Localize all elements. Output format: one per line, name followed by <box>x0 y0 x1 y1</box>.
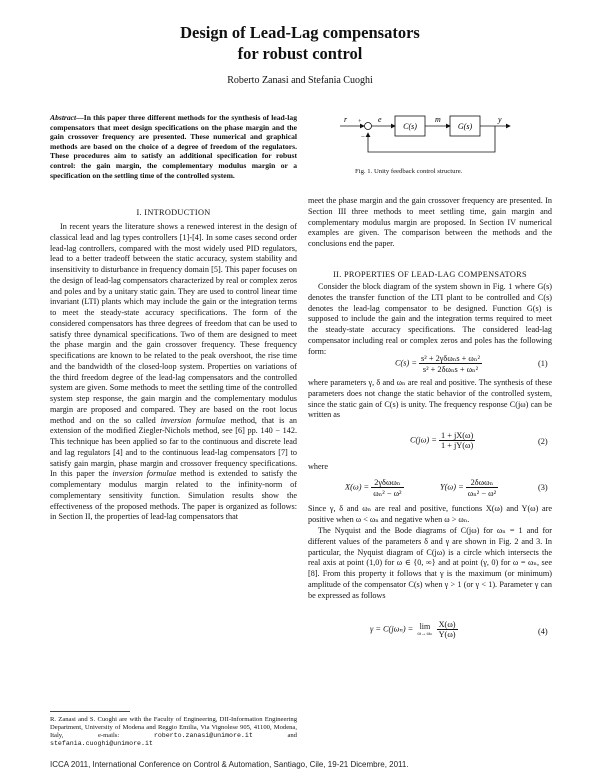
eq4-numerator: X(ω) <box>438 620 456 629</box>
block-diagram <box>320 110 520 165</box>
abstract-text: In this paper three different methods for the synthesis of lead-lag compensators that meet design specifications on the phase margin and the gain crossover frequency are presented. These numerical and graphical methods are based on the choice of a degree of freedom of the regulators. These procedures aim to satisfy an additional specification for robust control: the gain margin, the complementary modulus margin or a specification on the settling time of the controlled system. <box>50 113 297 180</box>
intro-text-3: method is extended to satisfy the complementary modulus margin related to the infinity-norm of complementary sensitivity function. Simulation results show the effectiveness of the proposed methods. The paper is organized as follows: in Section II, the properties of lead-lag compensators that <box>50 469 297 522</box>
eq3a-lhs: X(ω) = <box>345 482 370 492</box>
eq3a-numerator: 2γδωωₙ <box>371 477 403 488</box>
footnote-and: and <box>287 732 297 740</box>
intro-italic-2: inversion formulae <box>112 469 177 479</box>
eq3a-denominator: ωₙ² − ω² <box>373 489 402 498</box>
footnote-text: R. Zanasi and S. Cuoghi are with the Faculty of Engineering, DII-Information Engineering Department, University of Modena and Reggio Emilia, Via Vignolese 905, 41100, Modena, Italy, e-mails: <box>50 716 297 740</box>
abstract-label: Abstract <box>50 113 77 122</box>
footnote <box>50 716 297 748</box>
label-e: e <box>378 115 382 124</box>
eq2-tag: (2) <box>538 437 548 446</box>
eq4-denominator: Y(ω) <box>438 630 456 639</box>
intro-left-column <box>50 222 297 523</box>
sec2-p4: The Nyquist and the Bode diagrams of C(jω) for ωₙ = 1 and for different values of the parameters δ and γ are shown in Fig. 2 and 3. In particular, the Nyquist diagram of C(jω) is a circle which intersects the real axis at point (1,0) for ω ∈ {0, ∞} and at point (γ, 0) for ω = ωₙ, see [8]. From this property it follows that γ is the maximum (or minimum) amplitude of the compensator C(s) when γ > 1 (or γ < 1). Parameter γ can be expressed as follows <box>308 526 552 600</box>
eq3b-numerator: 2δωωₙ <box>466 477 498 488</box>
eq3b-denominator: ωₙ² − ω² <box>467 489 497 498</box>
sec2-p1: Consider the block diagram of the system shown in Fig. 1 where G(s) denotes the transfer function of the LTI plant to be controlled and C(s) denotes the lead-lag compensator to be designed. Function G(s) is supposed to include the gain and the integration terms required to meet the steady-state accuracy specifications. The considered lead-lag compensator including real or complex zeros and poles has the following form: <box>308 282 552 356</box>
label-plus: + <box>358 119 362 125</box>
equation-3b <box>440 477 498 498</box>
paper-title <box>0 22 600 64</box>
section-2-heading: II. PROPERTIES OF LEAD-LAG COMPENSATORS <box>333 270 527 279</box>
summing-junction <box>365 123 372 130</box>
intro-right-text: meet the phase margin and the gain crossover frequency are presented. In Section III three methods to meet settling time, gain margin and complementary modulus margin are proposed. In Section IV numerical examples are given. The comparison between the methods and the conclusions end the paper. <box>308 196 552 248</box>
abstract: Abstract—In this paper three different methods for the synthesis of lead-lag compensators that meet design specifications on the phase margin and the gain crossover frequency are presented. These numerical and graphical methods are based on the choice of a degree of freedom of the regulators. These procedures aim to satisfy an additional specification for robust control: the gain margin, the complementary modulus margin or a specification on the settling time of the controlled system. <box>50 113 297 180</box>
section-2-paragraph-3 <box>308 504 552 526</box>
eq2-numerator: 1 + jX(ω) <box>440 431 474 440</box>
figure-1-caption: Fig. 1. Unity feedback control structure. <box>355 168 463 175</box>
label-C: C(s) <box>403 122 417 131</box>
eq4-lim-sub: ω→ωₙ <box>417 631 433 637</box>
sec2-p3: Since γ, δ and ωₙ are real and positive, functions X(ω) and Y(ω) are positive when ω < ωₙ and negative when ω > ωₙ. <box>308 504 552 524</box>
intro-text-1: In recent years the literature shows a renewed interest in the design of classical lead and lag types controllers [1]-[4]. In some cases second order lead-lag controllers, compared with the most widely used PID regulators, lead to a better tradeoff between the static accuracy, system stability and insensitivity to disturbance in frequency domain [5]. This paper focuses on the design of lead-lag compensators characterized by real or complex zeros and poles and by a unitary static gain. They are used to control linear time invariant (LTI) plants which may include the gain or the integration terms to meet the steady-state accuracy specifications. The form of the considered compensators has three degrees of freedom that can be used to satisfy three dynamical specifications. Two of them are designed to meet the phase margin and the gain crossover frequency. These frequency specifications are known to be related to the peak overshoot, the rise time and the bandwidth of the closed-loop system. Properties on variations of the third freedom degree of the lead-lag compensators and the controlled system are given. Some methods to meet the settling time of the controlled system step response, the gain margin and the complementary modulus margin are proposed and compared. They are based on the root locus method and on the so called <box>50 222 297 425</box>
conference-footer: ICCA 2011, International Conference on Control & Automation, Santiago, Cile, 19-21 Dicembre, 2011. <box>50 760 409 769</box>
sec2-p2: where parameters γ, δ and ωₙ are real and positive. The synthesis of these parameters does not change the static behavior of the controlled system, since the static gain of C(s) is unity. The frequency response C(jω) can be written as <box>308 378 552 420</box>
equation-2 <box>410 431 475 450</box>
eq3-tag: (3) <box>538 483 548 492</box>
section-1-heading: I. INTRODUCTION <box>136 208 211 217</box>
authors: Roberto Zanasi and Stefania Cuoghi <box>227 75 373 86</box>
title-line-2: for robust control <box>237 44 363 63</box>
footnote-rule <box>50 711 130 712</box>
equation-4 <box>370 620 458 639</box>
footnote-email-2: stefania.cuoghi@unimore.it <box>50 740 153 748</box>
label-minus: − <box>361 133 365 141</box>
feedback-path <box>368 126 495 152</box>
intro-right-column <box>308 196 552 250</box>
eq1-tag: (1) <box>538 359 548 368</box>
eq2-denominator: 1 + jY(ω) <box>440 441 474 450</box>
intro-text-2: method, that is an extension of the modified Ziegler-Nichols method, see [6] pp. 140 − 142. This technique has been applied so far to the continuous and discrete lead and lag regulators [4] and to the continuous lead-lag compensators [7] to satisfy gain margin, phase margin and crossover frequency specifications. In this paper the <box>50 415 298 479</box>
label-r: r <box>344 115 348 124</box>
where-word: where <box>308 462 329 471</box>
eq4-tag: (4) <box>538 627 548 636</box>
eq1-numerator: s² + 2γδωₙs + ωₙ² <box>421 354 480 363</box>
eq1-denominator: s² + 2δωₙs + ωₙ² <box>422 365 479 374</box>
eq4-lim: lim <box>419 622 431 631</box>
eq1-lhs: C(s) = <box>395 358 417 368</box>
title-line-1: Design of Lead-Lag compensators <box>180 23 420 42</box>
eq4-lhs: γ = C(jωₙ) = <box>370 624 414 634</box>
section-2-paragraph-4 <box>308 526 552 601</box>
equation-1 <box>395 353 482 374</box>
label-m: m <box>435 115 441 124</box>
footnote-email-1: roberto.zanasi@unimore.it <box>153 732 253 740</box>
section-2-paragraph-1 <box>308 282 552 357</box>
eq3b-lhs: Y(ω) = <box>440 482 464 492</box>
intro-italic-1: inversion formulae <box>160 415 226 425</box>
equation-3a <box>345 477 404 498</box>
label-y: y <box>498 115 502 124</box>
section-2-paragraph-2 <box>308 378 552 421</box>
eq2-lhs: C(jω) = <box>410 435 437 445</box>
label-G: G(s) <box>457 122 473 131</box>
